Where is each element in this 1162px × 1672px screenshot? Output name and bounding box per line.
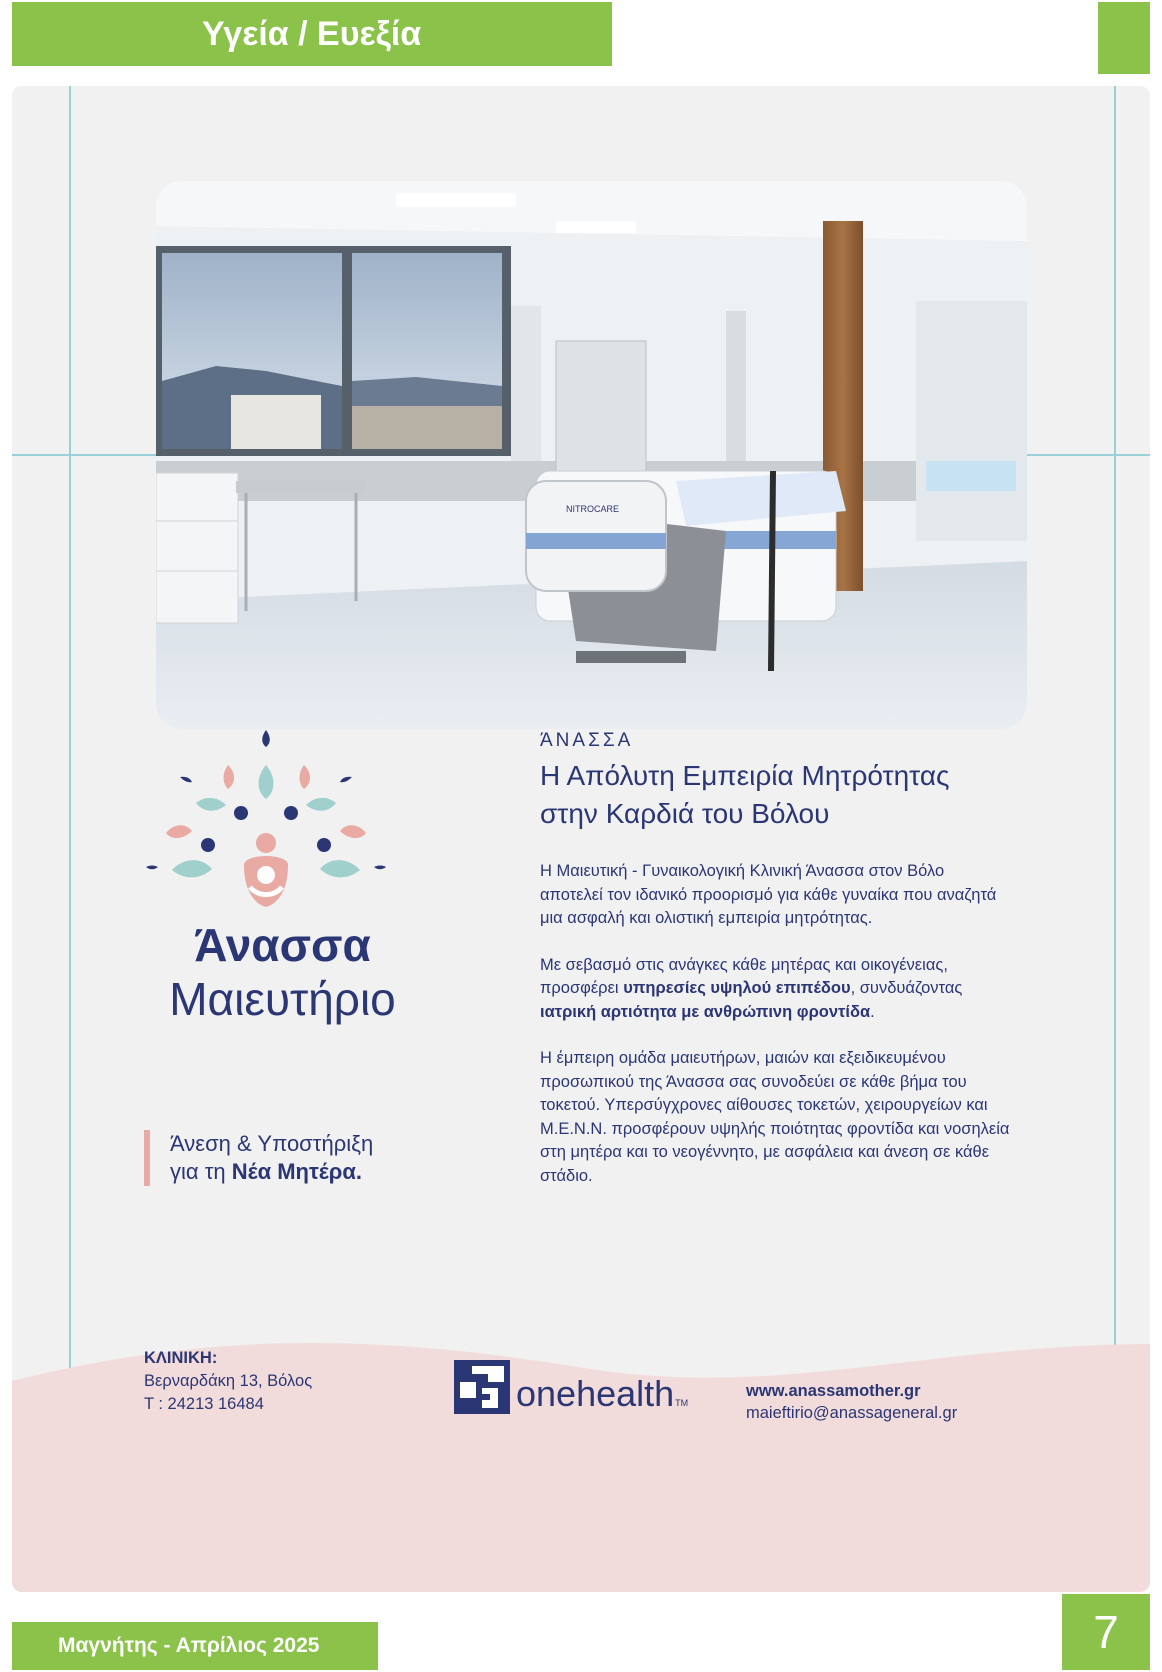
article-kicker: ΆΝΑΣΣΑ	[540, 730, 634, 751]
header-corner-block	[1098, 2, 1150, 74]
onehealth-trademark: TM	[675, 1398, 689, 1408]
bed-brand-label: NITROCARE	[566, 504, 620, 514]
article-headline: Η Απόλυτη Εμπειρία Μητρότητας στην Καρδιά του Βόλου	[540, 760, 950, 829]
brand-tagline	[144, 1130, 373, 1186]
email-link[interactable]: maieftirio@anassageneral.gr	[746, 1404, 958, 1422]
web-contact	[746, 1380, 957, 1424]
brand-subtitle: Μαιευτήριο	[169, 973, 396, 1025]
clinic-phone: Τ : 24213 16484	[144, 1395, 264, 1413]
tagline-line-2: για τη Νέα Μητέρα.	[170, 1159, 362, 1184]
section-title: Υγεία / Ευεξία	[202, 14, 422, 53]
clinic-address: Βερναρδάκη 13, Βόλος	[144, 1372, 313, 1390]
onehealth-mark-icon	[454, 1360, 510, 1414]
anassa-logo	[140, 725, 410, 920]
clinic-label: ΚΛΙΝΙΚΗ:	[144, 1349, 218, 1367]
tagline-line-1: Άνεση & Υποστήριξη	[170, 1131, 374, 1156]
issue-label: Μαγνήτης - Απρίλιος 2025	[58, 1634, 320, 1657]
article-body	[540, 860, 1010, 1211]
paragraph-1: Η Μαιευτική - Γυναικολογική Κλινική Άνασσα στον Βόλο αποτελεί τον ιδανικό προορισμό για κάθε γυναίκα που αναζητά μια ασφαλή και ολιστική εμπειρία μητρότητας.	[540, 862, 997, 927]
paragraph-3: Η έμπειρη ομάδα μαιευτήρων, μαιών και εξειδικευμένου προσωπικού της Άνασσα σας συνοδεύει σε κάθε βήμα του τοκετού. Υπερσύγχρονες αίθουσες τοκετών, χειρουργείων και Μ.Ε.Ν.Ν. προσφέρουν υψηλής ποιότητας φροντίδα και νοσηλεία στη μητέρα και το νεογέννητο, με ασφάλεια και άνεση σε κάθε στάδιο.	[540, 1049, 1010, 1185]
onehealth-wordmark: onehealth	[516, 1373, 675, 1414]
paragraph-2: Με σεβασμό στις ανάγκες κάθε μητέρας και οικογένειας, προσφέρει υπηρεσίες υψηλού επιπέδου, συνδυάζοντας ιατρική αρτιότητα με ανθρώπινη φροντίδα.	[540, 955, 963, 1021]
page-number: 7	[1062, 1594, 1150, 1670]
tagline-emphasis: Νέα Μητέρα.	[231, 1159, 362, 1184]
clinic-contact	[144, 1347, 312, 1416]
section-header	[12, 2, 612, 66]
issue-footer	[12, 1622, 378, 1670]
delivery-room-photo	[156, 181, 1027, 729]
onehealth-logo	[454, 1360, 688, 1414]
website-link[interactable]: www.anassamother.gr	[746, 1382, 921, 1400]
brand-name: Άνασσα	[194, 919, 371, 971]
